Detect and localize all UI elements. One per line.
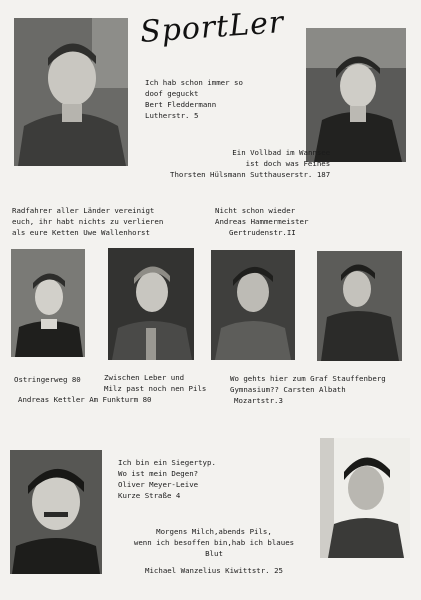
text-line: Wo gehts hier zum Graf Stauffenberg (230, 374, 386, 383)
text-line: Nicht schon wieder (215, 206, 296, 215)
text-line: Ich hab schon immer so (145, 78, 243, 87)
photo-row-1 (11, 249, 85, 357)
text-line: Mozartstr.3 (234, 396, 283, 405)
text-line: doof geguckt (145, 89, 199, 98)
text-line: Michael Wanzelius Kiwittstr. 25 (145, 566, 283, 575)
text-line: Wo ist mein Degen? (118, 469, 199, 478)
text-line: als eure Ketten Uwe Wallenhorst (12, 228, 150, 237)
page-title: SportLer (138, 5, 286, 50)
text-line: Ein Vollbad im Wannsee (232, 148, 331, 157)
portrait-figure (306, 28, 406, 162)
quote-michael (114, 526, 314, 576)
text-line: Zwischen Leber und (104, 373, 185, 382)
quote-oliver (118, 457, 216, 501)
portrait-figure (108, 248, 194, 360)
portrait-figure (317, 251, 402, 361)
text-line: Oliver Meyer-Leive (118, 480, 199, 489)
text-line: Bert Fleddermann (145, 100, 217, 109)
text-line: Lutherstr. 5 (145, 111, 199, 120)
text-line: Milz past noch nen Pils (104, 384, 207, 393)
quote-uwe (12, 205, 163, 238)
quote-andreas-kettler (18, 372, 208, 405)
text-line: Morgens Milch,abends Pils, (156, 527, 272, 536)
text-line: Ich bin ein Siegertyp. (118, 458, 216, 467)
portrait-figure (320, 438, 410, 558)
photo-row-4 (317, 251, 402, 361)
text-line: Thorsten Hülsmann Sutthauserstr. 187 (170, 170, 331, 179)
portrait-figure (14, 18, 128, 166)
text-line: euch, ihr habt nichts zu verlieren (12, 217, 164, 226)
quote-andreas-hammermeister (215, 205, 308, 238)
text-line: Blut (205, 549, 223, 558)
portrait-figure (10, 450, 102, 574)
text-line: Andreas Hammermeister (215, 217, 309, 226)
photo-thorsten (306, 28, 406, 162)
quote-bert (145, 77, 243, 121)
text-line: Kurze Straße 4 (118, 491, 181, 500)
text-line: Radfahrer aller Länder vereinigt (12, 206, 155, 215)
text-line: ist doch was Feines (245, 159, 331, 168)
photo-row-3 (211, 250, 295, 360)
photo-michael (320, 438, 410, 558)
photo-row-2 (108, 248, 194, 360)
portrait-figure (11, 249, 85, 357)
quote-carsten (230, 373, 386, 406)
quote-thorsten (170, 147, 330, 180)
text-line: Gymnasium?? Carsten Albath (230, 385, 346, 394)
photo-oliver (10, 450, 102, 574)
text-line: Gertrudenstr.II (229, 228, 296, 237)
text-line: wenn ich besoffen bin,hab ich blaues (133, 538, 295, 547)
portrait-figure (211, 250, 295, 360)
photo-bert (14, 18, 128, 166)
text-line: Andreas Kettler Am Funkturm 80 (18, 395, 152, 404)
text-line: Ostringerweg 80 (14, 375, 81, 384)
